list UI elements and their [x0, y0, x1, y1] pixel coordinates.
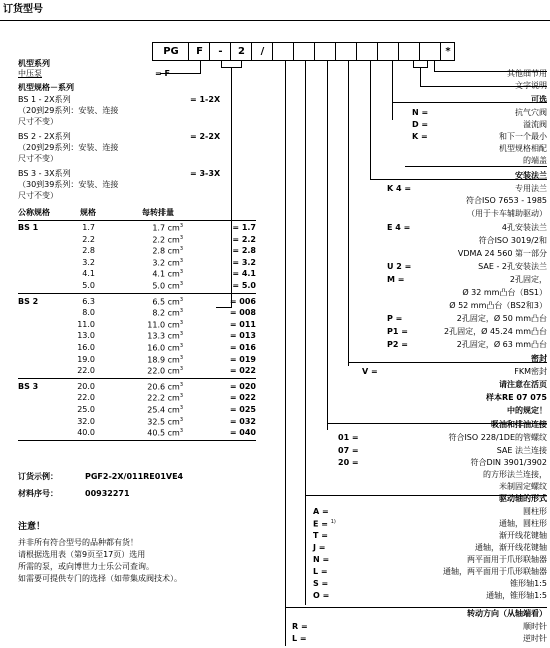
table-cell-displacement: [120, 309, 183, 318]
table-cell-code: = 022: [229, 366, 256, 376]
flange-k4-l3: （用于卡车辅助驱动）: [467, 209, 547, 218]
ports-code-07: 07 =: [338, 446, 359, 455]
table-group-rule: [18, 378, 256, 379]
flange-p1-code: P1 =: [387, 327, 408, 336]
series-code: = F: [155, 69, 170, 78]
table-cell-displacement: [120, 298, 183, 307]
size-series-line3: 尺寸不变）: [18, 191, 58, 200]
code-box-text-13: *: [445, 46, 451, 57]
table-cell-code: = 008: [229, 308, 256, 318]
seal-v-code: V =: [362, 367, 378, 376]
table-cell-displacement: [120, 383, 183, 392]
rotation-title: 转动方向（从轴端看）: [467, 609, 547, 618]
shaft-code: [313, 568, 328, 576]
table-cell-unit-sup: 3: [179, 405, 183, 411]
size-series-line3: 尺寸不变）: [18, 117, 58, 126]
table-cell-size: 6.3: [82, 296, 95, 306]
note-title: 注意！: [18, 522, 46, 532]
table-header-displacement: 每转排量: [142, 208, 174, 217]
series-sub: 中压泵: [18, 69, 42, 78]
table-cell-code: = 016: [229, 343, 256, 352]
table-cell-displacement: [120, 344, 183, 353]
table-cell-code: = 013: [229, 331, 256, 341]
table-cell-code: = 2.2: [232, 234, 256, 244]
table-cell-displacement: [120, 406, 183, 415]
table-cell-size: 11.0: [77, 319, 95, 329]
table-cell-unit-sup: 3: [179, 246, 183, 253]
size-series-line1: BS 1 - 2X系列: [18, 95, 71, 104]
shaft-text: 两平面用于爪形联轴器: [467, 555, 547, 564]
size-series-line2: （20到29系列：安装、连接: [18, 106, 119, 115]
note-line-3: 所需的泵，或向博世力士乐公司查询。: [18, 562, 154, 571]
optional-code-d: D =: [412, 120, 429, 129]
table-cell-displacement: [120, 321, 183, 330]
table-cell-displacement: [120, 356, 183, 365]
table-cell-code: = 5.0: [232, 281, 256, 290]
shaft-code: [313, 556, 329, 564]
table-cell-displacement: [120, 418, 183, 427]
flange-m-l3: Ø 52 mm凸台（BS2和3）: [449, 301, 547, 310]
code-box-11: [398, 42, 420, 61]
size-series-line1: BS 2 - 2X系列: [18, 132, 71, 141]
material-value: 00932271: [85, 489, 130, 498]
table-cell-size: 40.0: [77, 428, 95, 438]
other-details-1: 其他细节用: [507, 69, 547, 78]
table-cell-unit-sup: 3: [179, 331, 183, 338]
optional-text-d: 溢流阀: [523, 120, 547, 129]
code-box-text-2: -: [218, 46, 223, 57]
code-box-1: [188, 42, 210, 61]
flange-u2-code: U 2 =: [387, 262, 412, 271]
flange-k4-l1: 专用法兰: [515, 184, 547, 193]
size-series-line1: BS 3 - 3X系列: [18, 169, 71, 178]
table-cell-code: = 020: [229, 381, 256, 391]
optional-text-n: 抗气穴阀: [515, 108, 547, 117]
flange-m-code: M =: [387, 275, 405, 284]
table-cell-unit-sup: 3: [179, 269, 183, 276]
shaft-text: 圆柱形: [523, 507, 547, 516]
table-cell-unit-sup: 3: [179, 416, 183, 423]
shaft-code-sup: 1): [330, 519, 336, 525]
table-header-size: 规格: [80, 208, 96, 217]
table-cell-unit-sup: 3: [179, 281, 183, 287]
table-cell-size: 16.0: [77, 343, 95, 352]
ports-text-01: 符合ISO 228/1DE的管螺纹: [448, 433, 547, 442]
table-cell-displacement: [120, 270, 183, 279]
size-series-title: 机型规格－系列: [18, 83, 74, 92]
table-cell-size: 3.2: [82, 257, 95, 267]
table-cell-displacement-value: 18.9 cm: [147, 355, 180, 365]
material-label: 材料序号：: [18, 489, 58, 498]
rotation-code-r: R =: [292, 622, 308, 631]
table-cell-displacement: [120, 259, 183, 268]
table-cell-size: 25.0: [77, 405, 95, 414]
optional-k-extra-1: 机型规格相配: [499, 144, 547, 153]
table-cell-size: 19.0: [77, 354, 95, 364]
table-cell-displacement-value: 22.2 cm: [147, 394, 180, 404]
code-box-12: [419, 42, 441, 61]
table-cell-size: 32.0: [77, 416, 95, 426]
table-cell-displacement: [120, 282, 183, 291]
table-group-rule: [18, 293, 256, 294]
table-cell-unit-sup: 3: [179, 308, 183, 315]
ports-text-20: 符合DIN 3901/3902: [470, 458, 547, 467]
shaft-text: 通轴，锥形轴1:5: [486, 591, 547, 600]
table-cell-code: = 011: [229, 319, 256, 329]
shaft-code-text: O =: [313, 591, 330, 600]
table-cell-unit-sup: 3: [179, 319, 183, 326]
flange-k4-code: K 4 =: [387, 184, 412, 193]
table-group-name: BS 3: [18, 381, 39, 391]
note-line-2: 请根据选用表（第9页至17页）选用: [18, 550, 146, 559]
size-series-code: = 1-2X: [190, 95, 221, 104]
table-cell-displacement: [120, 394, 183, 403]
other-details-2: 文字说明: [515, 81, 547, 90]
table-cell-size: 2.8: [82, 246, 95, 256]
size-series-line3: 尺寸不变）: [18, 154, 58, 163]
optional-code-n: N =: [412, 108, 429, 117]
table-cell-code: = 006: [229, 296, 256, 306]
flange-u2-l1: SAE - 2孔安装法兰: [478, 262, 547, 271]
code-box-text-3: 2: [238, 46, 245, 57]
table-cell-unit-sup: 3: [179, 366, 183, 373]
flange-p-code: P =: [387, 314, 403, 323]
shaft-code: [313, 532, 328, 540]
table-cell-unit-sup: 3: [179, 257, 183, 264]
shaft-code: [313, 544, 325, 552]
shaft-code-text: N =: [313, 555, 330, 564]
table-cell-code: = 4.1: [232, 269, 256, 279]
table-cell-displacement: [120, 332, 183, 341]
header-rule: [0, 20, 550, 21]
code-box-text-1: F: [196, 46, 203, 57]
flange-m-l1: 2孔固定，: [509, 275, 547, 284]
table-cell-size: 2.2: [82, 234, 95, 244]
flange-e4-l1: 4孔安装法兰: [501, 223, 547, 232]
flange-p2-code: P2 =: [387, 340, 408, 349]
seal-v-text: FKM密封: [514, 367, 547, 376]
shaft-code-text: S =: [313, 579, 329, 588]
table-header-rule: [18, 220, 256, 221]
ports-code-01: 01 =: [338, 433, 359, 442]
size-series-line2: （30到39系列：安装、连接: [18, 180, 119, 189]
table-cell-displacement-value: 5.0 cm: [152, 281, 180, 291]
note-line-1: 并非所有符合型号的品种都有货！: [18, 538, 138, 547]
table-cell-displacement-value: 8.2 cm: [152, 308, 180, 318]
table-cell-displacement-value: 32.5 cm: [147, 417, 180, 427]
shaft-text: 通轴，圆柱形: [499, 519, 547, 528]
code-box-text-0: PG: [163, 46, 179, 57]
flange-title: 安装法兰: [515, 171, 547, 180]
table-cell-size: 8.0: [82, 308, 95, 318]
table-cell-unit-sup: 3: [179, 296, 183, 303]
table-cell-unit-sup: 3: [179, 381, 183, 388]
table-cell-displacement-value: 22.0 cm: [147, 366, 180, 376]
shaft-title: 驱动轴的形式: [499, 494, 547, 503]
table-cell-code: = 032: [229, 416, 256, 426]
table-header-nominal: 公称规格: [18, 208, 50, 217]
table-cell-displacement: [120, 247, 183, 256]
shaft-code-text: A =: [313, 507, 329, 516]
optional-k-extra-2: 的端盖: [523, 156, 547, 165]
table-group-name: BS 1: [18, 223, 39, 232]
rotation-code-l: L =: [292, 634, 307, 643]
rotation-text-l: 逆时针: [523, 634, 547, 643]
table-cell-unit-sup: 3: [179, 354, 183, 361]
table-cell-displacement-value: 20.6 cm: [147, 382, 180, 392]
code-box-5: [272, 42, 294, 61]
code-box-8: [335, 42, 357, 61]
code-box-4: [251, 42, 273, 61]
table-cell-size: 22.0: [77, 393, 95, 403]
code-box-6: [293, 42, 315, 61]
shaft-text: 锥形轴1:5: [510, 579, 547, 588]
shaft-code-text: T =: [313, 531, 328, 540]
table-cell-size: 13.0: [77, 331, 95, 341]
ports-title: 吸油和排油连接: [491, 420, 547, 429]
table-cell-code: = 3.2: [232, 257, 256, 267]
ports-extra-2: 米制固定螺纹: [499, 482, 547, 491]
optional-title: 可选: [531, 95, 547, 104]
table-cell-displacement-value: 3.2 cm: [152, 258, 180, 268]
table-cell-displacement-value: 13.3 cm: [147, 332, 180, 342]
page-title: 订货型号: [3, 4, 43, 15]
table-cell-code: = 040: [229, 428, 256, 438]
table-cell-displacement-value: 2.8 cm: [152, 246, 180, 256]
table-cell-displacement-value: 1.7 cm: [152, 223, 180, 233]
shaft-code: [313, 592, 329, 600]
code-box-7: [314, 42, 336, 61]
table-cell-unit-sup: 3: [179, 393, 183, 400]
flange-p2-text: 2孔固定，Ø 63 mm凸台: [456, 340, 547, 349]
code-box-2: [209, 42, 231, 61]
table-cell-displacement: [120, 429, 183, 438]
table-cell-unit-sup: 3: [179, 234, 183, 241]
table-cell-unit-sup: 3: [179, 343, 183, 349]
shaft-text: 通轴，两平面用于爪形联轴器: [443, 567, 547, 576]
code-box-9: [356, 42, 378, 61]
code-box-3: [230, 42, 252, 61]
table-cell-displacement: [120, 367, 183, 376]
table-cell-displacement: [120, 224, 183, 233]
table-cell-unit-sup: 3: [179, 223, 183, 229]
code-box-13: [440, 42, 455, 61]
seal-note-3: 中的规定！: [507, 406, 547, 415]
flange-p1-text: 2孔固定，Ø 45.24 mm凸台: [444, 327, 547, 336]
table-cell-code: = 1.7: [232, 223, 256, 232]
table-cell-size: 20.0: [77, 381, 95, 391]
table-cell-displacement: [120, 236, 183, 245]
note-line-4: 如需要可提供专门的选择（如带集成阀技术）。: [18, 574, 182, 583]
size-series-line2: （20到29系列：安装、连接: [18, 143, 119, 152]
table-group-name: BS 2: [18, 296, 39, 306]
ports-extra-1: 的方形法兰连接，: [483, 470, 547, 479]
shaft-code: [313, 520, 336, 529]
table-cell-size: 4.1: [82, 269, 95, 279]
flange-e4-l3: VDMA 24 560 第一部分: [457, 249, 547, 258]
table-cell-size: 1.7: [82, 223, 95, 232]
shaft-code-text: E =: [313, 519, 328, 529]
table-cell-code: = 019: [229, 354, 256, 364]
rotation-text-r: 顺时针: [523, 622, 547, 631]
optional-text-k: 和下一个最小: [499, 132, 547, 141]
table-cell-displacement-value: 11.0 cm: [147, 320, 180, 330]
shaft-code: [313, 508, 329, 516]
shaft-text: 渐开线花键轴: [499, 531, 547, 540]
order-example-value: PGF2-2X/011RE01VE4: [85, 472, 184, 481]
table-cell-displacement-value: 4.1 cm: [152, 270, 180, 280]
flange-m-l2: Ø 32 mm凸台（BS1）: [462, 288, 547, 297]
optional-code-k: K =: [412, 132, 428, 141]
seal-title: 密封: [531, 354, 547, 363]
table-cell-size: 22.0: [77, 366, 95, 376]
flange-e4-code: E 4 =: [387, 223, 411, 232]
code-box-10: [377, 42, 399, 61]
table-cell-displacement-value: 16.0 cm: [147, 343, 180, 353]
seal-note-2: 样本RE 07 075: [485, 393, 547, 402]
table-cell-code: = 022: [229, 393, 256, 403]
shaft-code-text: J =: [313, 543, 326, 552]
shaft-code-text: L =: [313, 567, 328, 576]
flange-k4-l2: 符合ISO 7653 - 1985: [466, 196, 547, 205]
size-series-code: = 3-3X: [190, 169, 221, 178]
table-cell-code: = 2.8: [232, 246, 256, 256]
ports-code-20: 20 =: [338, 458, 359, 467]
flange-e4-l2: 符合ISO 3019/2和: [478, 236, 547, 245]
shaft-code: [313, 580, 328, 588]
table-cell-code: = 025: [229, 405, 256, 414]
series-title: 机型系列: [18, 59, 50, 68]
shaft-text: 通轴，渐开线花键轴: [475, 543, 547, 552]
table-cell-size: 5.0: [82, 281, 95, 290]
flange-p-text: 2孔固定，Ø 50 mm凸台: [456, 314, 547, 323]
seal-note-1: 请注意在活页: [499, 380, 547, 389]
code-box-0: [152, 42, 189, 61]
size-series-code: = 2-2X: [190, 132, 221, 141]
table-cell-displacement-value: 40.5 cm: [147, 428, 180, 438]
order-example-label: 订货示例：: [18, 472, 58, 481]
ports-text-07: SAE 法兰连接: [496, 446, 547, 455]
table-group-rule: [18, 440, 256, 441]
code-box-text-4: /: [260, 46, 265, 57]
table-cell-displacement-value: 25.4 cm: [147, 405, 180, 415]
table-cell-displacement-value: 6.5 cm: [152, 297, 180, 307]
table-cell-unit-sup: 3: [179, 428, 183, 435]
table-cell-displacement-value: 2.2 cm: [152, 235, 180, 245]
